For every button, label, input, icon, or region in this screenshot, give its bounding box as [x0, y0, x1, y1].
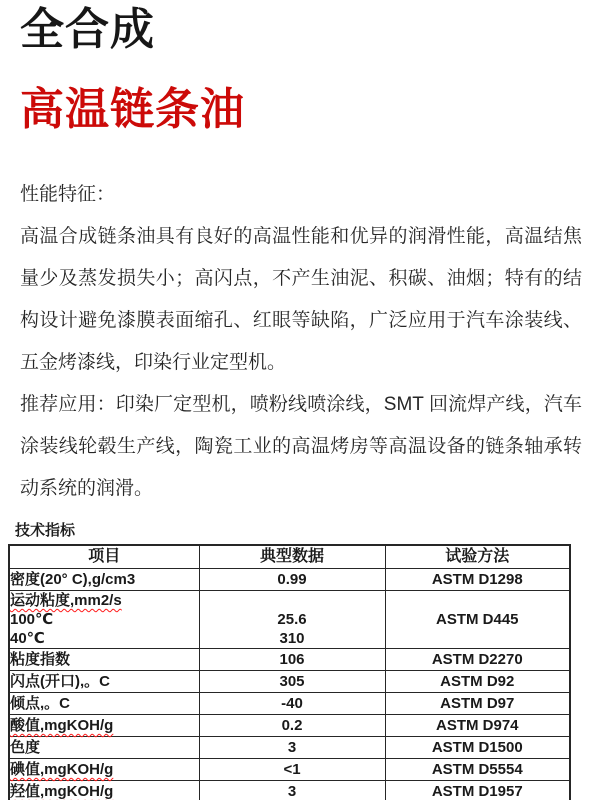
product-name-title: 高温链条油	[20, 85, 245, 134]
item-cell: 色度	[9, 737, 199, 759]
method-cell: ASTM D1500	[385, 737, 570, 759]
value-cell: 3	[199, 781, 385, 800]
method-cell: ASTM D92	[385, 671, 570, 693]
method-cell: ASTM D1298	[385, 569, 570, 591]
value-cell: 0.2	[199, 715, 385, 737]
table-body	[9, 569, 570, 800]
features-paragraph: 高温合成链条油具有良好的高温性能和优异的润滑性能，高温结焦量少及蒸发损失小；高闪点，不产生油泥、积碳、油烟；特有的结构设计避免漆膜表面缩孔、红眼等缺陷，广泛应用于汽车涂装线、五金烤漆线，印染行业定型机。	[20, 226, 582, 373]
column-header: 项目	[9, 545, 199, 569]
value-cell: 305	[199, 671, 385, 693]
table-row	[9, 781, 570, 800]
method-cell: ASTM D2270	[385, 649, 570, 671]
item-cell: 碘值,mgKOH/g	[9, 759, 199, 781]
method-cell: ASTM D974	[385, 715, 570, 737]
value-cell: 3	[199, 737, 385, 759]
value-cell: 0.99	[199, 569, 385, 591]
table-row	[9, 759, 570, 781]
item-cell: 密度(20° C),g/cm3	[9, 569, 199, 591]
table-header-row	[9, 545, 570, 569]
value-cell: 25.6 310	[199, 591, 385, 649]
column-header: 典型数据	[199, 545, 385, 569]
column-header: 试验方法	[385, 545, 570, 569]
value-cell: 106	[199, 649, 385, 671]
table-row	[9, 591, 570, 649]
table-row	[9, 737, 570, 759]
features-heading: 性能特征：	[20, 184, 116, 205]
method-cell: ASTM D5554	[385, 759, 570, 781]
applications-paragraph: 推荐应用：印染厂定型机，喷粉线喷涂线，SMT 回流焊产线，汽车涂装线轮毂生产线，陶瓷工业的高温烤房等高温设备的链条轴承转动系统的润滑。	[20, 394, 582, 499]
table-row	[9, 715, 570, 737]
table-row	[9, 569, 570, 591]
spec-table	[8, 544, 571, 800]
table-row	[9, 671, 570, 693]
item-cell: 羟值,mgKOH/g	[9, 781, 199, 800]
method-cell: ASTM D445	[385, 591, 570, 649]
item-cell: 闪点(开口),。C	[9, 671, 199, 693]
table-caption: 技术指标	[15, 522, 76, 539]
item-cell: 运动粘度,mm2/s 100℃ 40℃	[9, 591, 199, 649]
value-cell: -40	[199, 693, 385, 715]
document	[0, 4, 600, 800]
table-row	[9, 693, 570, 715]
method-cell: ASTM D1957	[385, 781, 570, 800]
product-series-title: 全合成	[20, 5, 155, 54]
value-cell: <1	[199, 759, 385, 781]
item-cell: 倾点,。C	[9, 693, 199, 715]
item-cell: 粘度指数	[9, 649, 199, 671]
item-cell: 酸值,mgKOH/g	[9, 715, 199, 737]
table-row	[9, 649, 570, 671]
method-cell: ASTM D97	[385, 693, 570, 715]
